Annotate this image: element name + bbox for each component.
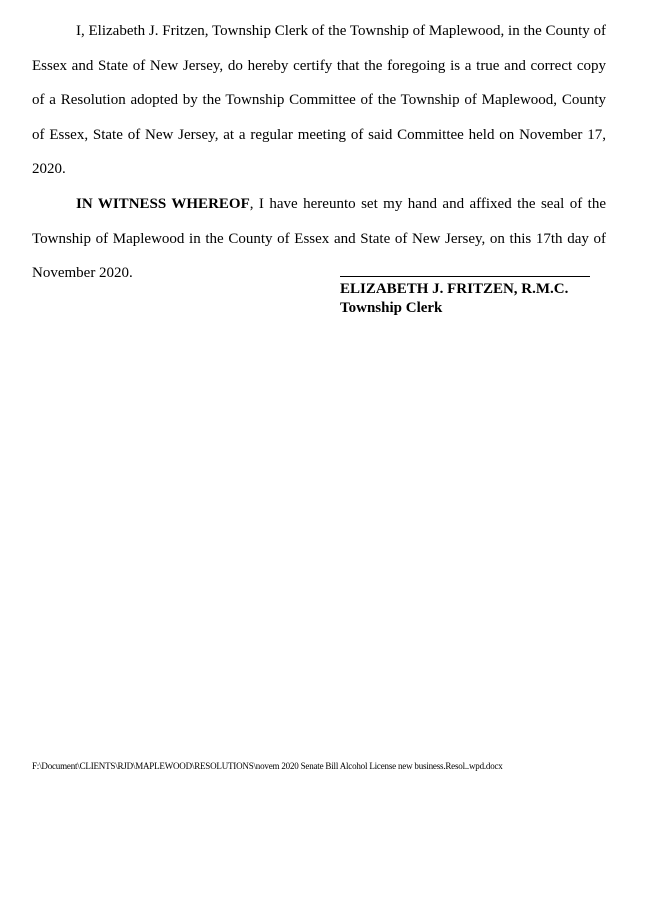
signature-line — [340, 276, 590, 277]
certification-text — [32, 14, 606, 291]
certification-paragraph — [32, 14, 606, 187]
signature-block — [340, 276, 592, 318]
signer-title: Township Clerk — [340, 300, 443, 316]
certification-statement: I, Elizabeth J. Fritzen, Township Clerk of the Township of Maplewood, in the County of Essex and State of New Jersey, do hereby certify that the foregoing is a true and correct copy of a Resolution adopted by the Township Committee of the Township of Maplewood, County of Essex, State of New Jersey, at a regular meeting of said Committee held on November 17, 2020. — [32, 23, 606, 178]
witness-statement: , I have hereunto set my hand and affixed the seal of the Township of Maplewood in the County of Essex and State of New Jersey, on this 17th day of November 2020. — [32, 195, 606, 282]
signer-name: ELIZABETH J. FRITZEN, R.M.C. — [340, 281, 569, 297]
witness-lead: IN WITNESS WHEREOF — [76, 195, 250, 212]
footer-file-path: F:\Document\CLIENTS\RJD\MAPLEWOOD\RESOLUTIONS\novem 2020 Senate Bill Alcohol License new business.Resol..wpd.docx — [32, 761, 503, 771]
